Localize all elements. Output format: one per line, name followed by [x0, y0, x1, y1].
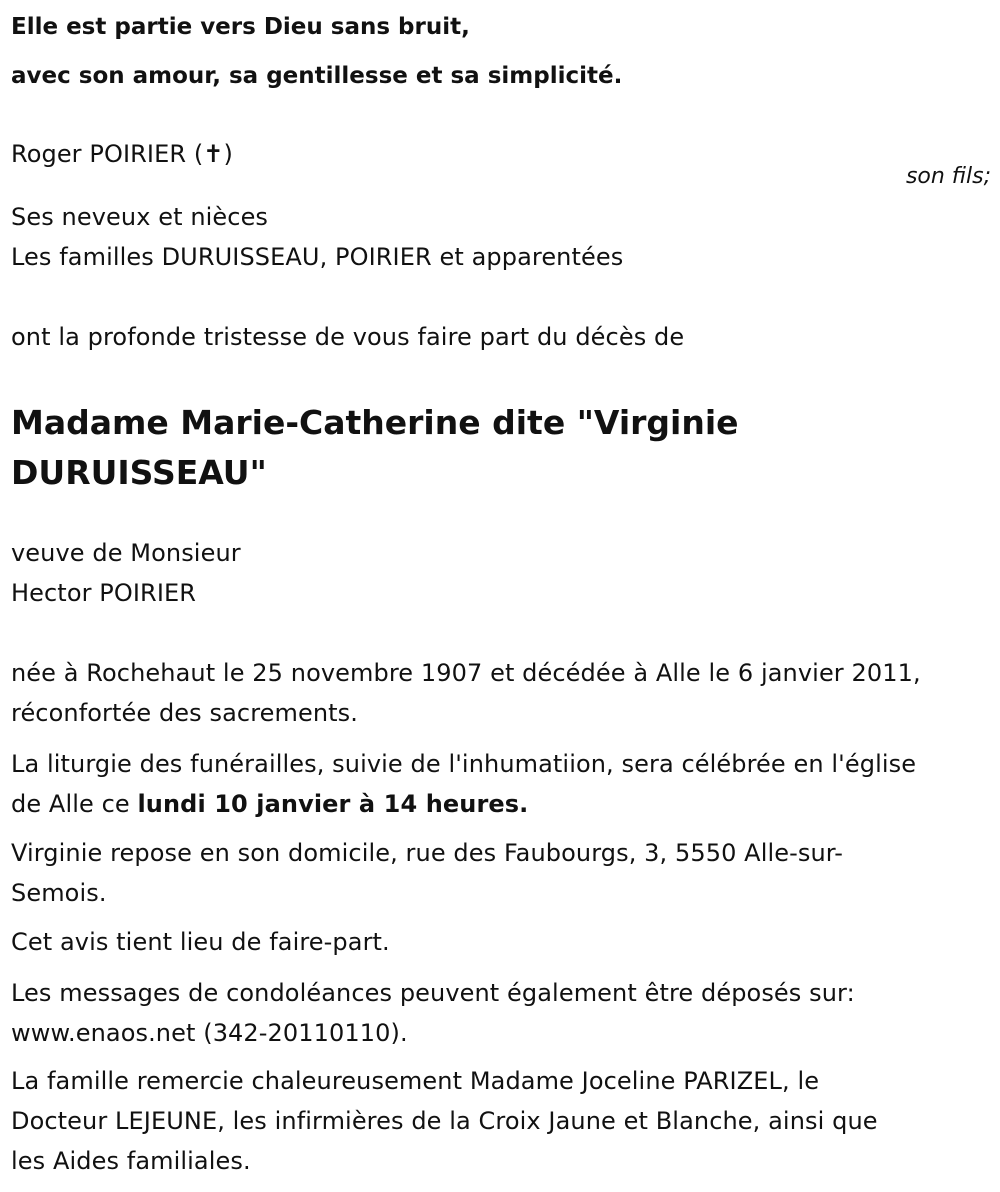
son-relation: son fils; — [905, 164, 991, 189]
funeral-date-time: lundi 10 janvier à 14 heures. — [137, 790, 529, 818]
rest-paragraph — [11, 833, 996, 913]
thanks-paragraph — [11, 1061, 996, 1181]
rest-line-2: Semois. — [11, 879, 107, 907]
deceased-name — [11, 398, 971, 498]
quote-line-2: avec son amour, sa gentillesse et sa simplicité. — [11, 63, 623, 89]
condolences-paragraph — [11, 973, 996, 1053]
deceased-name-line-1: Madame Marie-Catherine dite "Virginie — [11, 403, 739, 442]
widow-line-1: veuve de Monsieur — [11, 539, 241, 567]
widow-line-2: Hector POIRIER — [11, 579, 197, 607]
funeral-line-1: La liturgie des funérailles, suivie de l'inhumatiion, sera célébrée en l'église — [11, 750, 917, 778]
funeral-line-2 — [11, 784, 996, 824]
thanks-line-3: les Aides familiales. — [11, 1147, 251, 1175]
rest-line-1: Virginie repose en son domicile, rue des Faubourgs, 3, 5550 Alle-sur- — [11, 839, 843, 867]
notice-paragraph — [11, 922, 996, 962]
funeral-line-2-prefix: de Alle ce — [11, 790, 138, 818]
nephews-line: Ses neveux et nièces — [11, 203, 269, 231]
son-name: Roger POIRIER (✝) — [11, 140, 233, 168]
condolences-line-1: Les messages de condoléances peuvent également être déposés sur: — [11, 979, 855, 1007]
announcement-line: ont la profonde tristesse de vous faire part du décès de — [11, 323, 685, 351]
quote-line-1: Elle est partie vers Dieu sans bruit, — [11, 14, 470, 40]
thanks-line-2: Docteur LEJEUNE, les infirmières de la Croix Jaune et Blanche, ainsi que — [11, 1107, 878, 1135]
deceased-name-line-2: DURUISSEAU" — [11, 453, 267, 492]
funeral-paragraph — [11, 744, 996, 824]
obituary-notice — [11, 0, 991, 1192]
notice-line: Cet avis tient lieu de faire-part. — [11, 928, 390, 956]
condolences-line-2: www.enaos.net (342-20110110). — [11, 1019, 408, 1047]
birth-death-paragraph — [11, 653, 996, 733]
families-line: Les familles DURUISSEAU, POIRIER et apparentées — [11, 243, 624, 271]
birth-death-line-2: réconfortée des sacrements. — [11, 699, 359, 727]
birth-death-line-1: née à Rochehaut le 25 novembre 1907 et décédée à Alle le 6 janvier 2011, — [11, 659, 921, 687]
thanks-line-1: La famille remercie chaleureusement Madame Joceline PARIZEL, le — [11, 1067, 820, 1095]
